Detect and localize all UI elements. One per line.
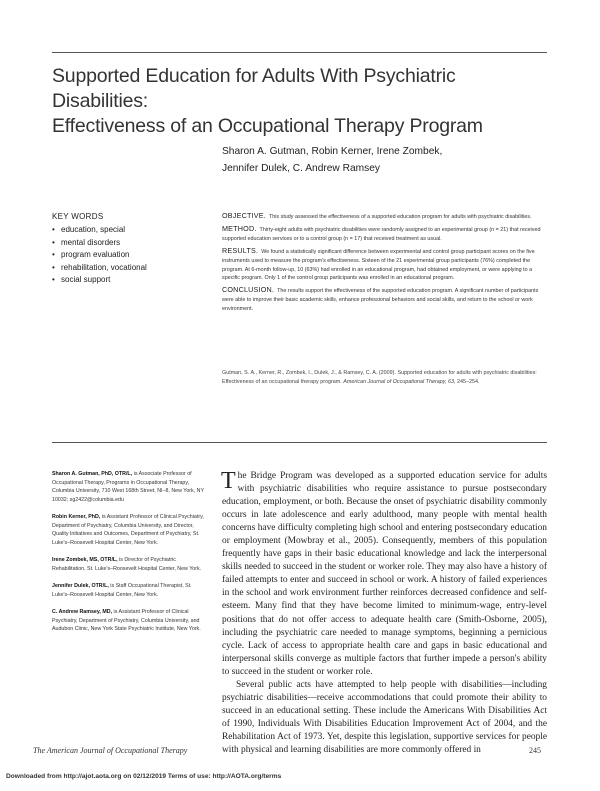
para1-text: he Bridge Program was developed as a supported education service for adults with psychiatric disabilities who require assistance to pursue postsecondary education, employment, or both. Because the onset of psychiatric disability commonly occurs in late adolescence and early adulthood, many people with mental health concerns have difficulty completing high school and entering postsecondary education or employment (Mowbray et al., 2005). Consequently, members of this population frequently have gaps in their basic educational knowledge and lack the interpersonal skills needed to succeed in the student or worker role. They may also have a history of failed attempts to enter and succeed in school or work. A history of failed experiences in the school and work environment further reinforces decreased confidence and self-esteem. Many find that they have become limited to minimum-wage, entry-level positions that do not offer access to adequate health care (Smith-Osborne, 2005), including the psychiatric care needed to manage symptoms, beginning a pernicious cycle. Lack of access to appropriate health care and gaps in basic educational and interpersonal skills converge as multiple factors that further impede a person's ability to succeed in the student or worker role.: [222, 471, 547, 677]
bio-name: C. Andrew Ramsey, MD,: [52, 609, 113, 615]
bio-text: is Staff Occupational Therapist, St. Luke's–Roosevelt Hospital Center, New York.: [52, 583, 192, 598]
top-rule: [52, 52, 547, 53]
download-note: Downloaded from http://ajot.aota.org on 02/12/2019 Terms of use: http://AOTA.org/terms: [6, 773, 282, 780]
body-paragraph-1: [222, 470, 547, 679]
keyword-item: • education, special: [52, 224, 147, 237]
method-label: METHOD.: [222, 223, 257, 233]
page-number: 245: [529, 746, 541, 755]
drop-cap: T: [221, 468, 236, 494]
authors-line-1: Sharon A. Gutman, Robin Kerner, Irene Zombek,: [222, 146, 443, 157]
abstract-results: [222, 247, 547, 284]
keyword-item: • rehabilitation, vocational: [52, 262, 147, 275]
keyword-item: • program evaluation: [52, 249, 147, 262]
authors-line-2: Jennifer Dulek, C. Andrew Ramsey: [222, 163, 380, 174]
citation-journal: American Journal of Occupational Therapy, 63,: [343, 378, 456, 385]
conclusion-text: The results support the effectiveness of the supported education program. A significant number of participants were able to improve their basic academic skills, enhance professional behaviors and social skills, and return to the school or work environment.: [222, 288, 539, 313]
abstract-objective: [222, 212, 547, 222]
results-text: We found a statistically significant difference between experimental and control group participant scores on the five instruments used to measure the program's effectiveness. Sixteen of the 21 experimental group participants (76%) completed the program. At 6-month follow-up, 10 (63%) had enrolled in an educational program, had obtained employment, or were applying to a specific program. Only 1 of the control group participants was enrolled in an educational program.: [222, 248, 535, 282]
title-line-1: Supported Education for Adults With Psychiatric Disabilities:: [52, 65, 456, 112]
abstract-method: [222, 225, 547, 244]
keywords-list: [52, 224, 147, 287]
results-label: RESULTS.: [222, 245, 259, 255]
author-list: [222, 143, 542, 177]
bio-text: is Associate Professor of Occupational Therapy, Programs in Occupational Therapy, Columbia University, 710 West 168th Street, NI–8, New York, NY 10032; sg2422@columbia.edu: [52, 471, 204, 503]
bio-name: Robin Kerner, PhD,: [52, 514, 101, 520]
abstract-conclusion: [222, 286, 547, 314]
citation: [222, 369, 547, 386]
bio-item: [52, 556, 204, 573]
body-text: [222, 470, 547, 757]
bio-item: [52, 582, 204, 599]
citation-text: Gutman, S. A., Kerner, R., Zombek, I., Dulek, J., & Ramsey, C. A. (2009). Supported education for adults with psychiatric disabilities: Effectiveness of an occupational therapy program.: [222, 370, 537, 385]
objective-text: This study assessed the effectiveness of a supported education program for adults with psychiatric disabilities.: [268, 214, 532, 220]
citation-pages: 245–254.: [457, 378, 480, 385]
keyword-item: • mental disorders: [52, 237, 147, 250]
article-title: [52, 64, 552, 139]
title-line-2: Effectiveness of an Occupational Therapy Program: [52, 115, 483, 137]
keyword-item: • social support: [52, 274, 147, 287]
abstract: [222, 212, 547, 317]
method-text: Thirty-eight adults with psychiatric disabilities were randomly assigned to an experimental group (n = 21) that received supported education services or to a control group (n = 17) that received treatment as usual.: [222, 226, 541, 242]
section-rule: [52, 442, 547, 443]
objective-label: OBJECTIVE.: [222, 211, 266, 220]
bio-name: Jennifer Dulek, OTR/L,: [52, 583, 109, 589]
bio-text: is Assistant Professor of Clinical Psychiatry, Department of Psychiatry, Columbia University, and Audubon Clinic, New York State Psychiatric Institute, New York.: [52, 609, 201, 632]
bio-item: [52, 513, 204, 547]
bio-text: is Director of Psychiatric Rehabilitation, St. Luke's–Roosevelt Hospital Center, New York.: [52, 557, 202, 572]
bio-item: [52, 470, 204, 504]
conclusion-label: CONCLUSION.: [222, 285, 275, 295]
bio-name: Sharon A. Gutman, PhD, OTR/L,: [52, 471, 133, 477]
bio-name: Irene Zombek, MS, OTR/L,: [52, 557, 118, 563]
bio-item: [52, 608, 204, 634]
footer-journal: The American Journal of Occupational Therapy: [33, 746, 188, 755]
bio-text: is Assistant Professor of Clinical Psychiatry, Department of Psychiatry, Columbia University, and Director, Quality Initiatives and Outcomes, Department of Psychiatry, St. Luke's–Roosevelt Hospital Center, New York.: [52, 514, 204, 546]
body-paragraph-2: Several public acts have attempted to help people with disabilities—including psychiatric disabilities—receive accommodations that could promote their ability to succeed in an educational setting. These include the Americans With Disabilities Act of 1990, Individuals With Disabilities Education Improvement Act of 2004, and the Rehabilitation Act of 1973. Yet, despite this legislation, supportive services for people with physical and learning disabilities are more commonly offered in: [222, 679, 547, 755]
author-bios: [52, 470, 204, 643]
keywords-heading: KEY WORDS: [52, 212, 104, 221]
